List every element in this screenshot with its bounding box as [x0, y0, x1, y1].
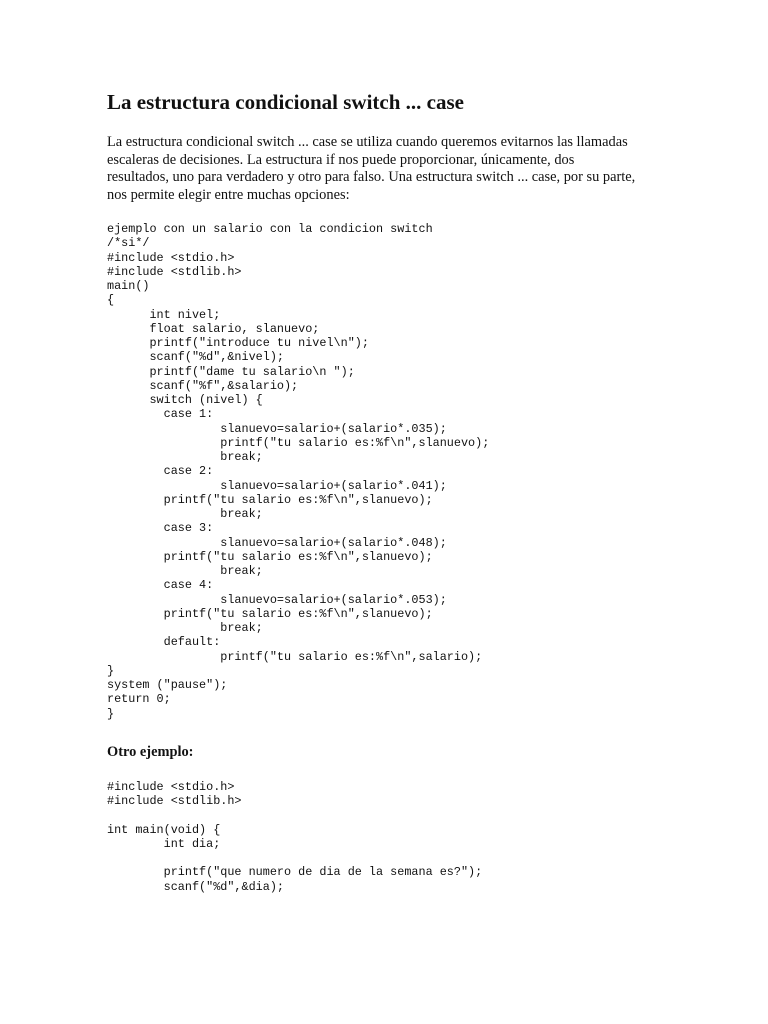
code-line: case 4:: [107, 578, 214, 593]
code-line: scanf("%d",&dia);: [107, 879, 284, 894]
document-page: [107, 88, 667, 894]
section-heading: Otro ejemplo:: [107, 743, 194, 760]
code-line: case 2:: [107, 464, 214, 479]
code-line: break;: [107, 507, 263, 521]
code-line: case 3:: [107, 521, 214, 536]
code-line: #include <stdio.h>: [107, 779, 235, 794]
code-line: slanuevo=salario+(salario*.048);: [107, 535, 447, 550]
code-line: switch (nivel) {: [107, 393, 263, 407]
intro-line: La estructura condicional switch ... case se utiliza cuando queremos evitarnos las llamadas: [107, 134, 628, 150]
intro-line: escaleras de decisiones. La estructura if nos puede proporcionar, únicamente, dos: [107, 151, 575, 168]
intro-paragraph: [107, 134, 667, 204]
code-line: /*si*/: [107, 236, 150, 251]
code-line: scanf("%f",&salario);: [107, 378, 299, 393]
code-line: #include <stdio.h>: [107, 250, 235, 265]
code-line: printf("que numero de dia de la semana es?");: [107, 865, 483, 880]
code-line: break;: [107, 564, 263, 578]
code-line: #include <stdlib.h>: [107, 794, 242, 808]
code-line: printf("tu salario es:%f\n",slanuevo);: [107, 606, 433, 621]
code-line: }: [107, 663, 115, 678]
intro-line: resultados, uno para verdadero y otro para falso. Una estructura switch ... case, por su parte,: [107, 169, 636, 185]
code-line: [107, 808, 667, 822]
code-line: system ("pause");: [107, 678, 228, 692]
code-line: }: [107, 706, 115, 721]
code-line: #include <stdlib.h>: [107, 264, 242, 279]
code-line: slanuevo=salario+(salario*.035);: [107, 421, 447, 436]
code-line: int dia;: [107, 836, 221, 851]
code-line: slanuevo=salario+(salario*.041);: [107, 478, 447, 493]
code-line: ejemplo con un salario con la condicion switch: [107, 222, 433, 236]
code-line: slanuevo=salario+(salario*.053);: [107, 592, 447, 607]
code-line: printf("tu salario es:%f\n",salario);: [107, 649, 483, 664]
code-line: printf("tu salario es:%f\n",slanuevo);: [107, 435, 490, 450]
code-line: float salario, slanuevo;: [107, 321, 320, 336]
code-line: printf("tu salario es:%f\n",slanuevo);: [107, 549, 433, 564]
code-line: [107, 851, 667, 865]
code-line: printf("dame tu salario\n ");: [107, 364, 355, 379]
code-line: {: [107, 293, 115, 308]
code-line: main(): [107, 279, 150, 293]
code-line: case 1:: [107, 407, 214, 422]
code-line: int nivel;: [107, 307, 221, 322]
code-line: printf("tu salario es:%f\n",slanuevo);: [107, 492, 433, 507]
code-block-dia-semana: [107, 780, 667, 894]
code-line: return 0;: [107, 692, 171, 707]
code-line: break;: [107, 621, 263, 635]
code-line: scanf("%d",&nivel);: [107, 350, 284, 365]
code-line: printf("introduce tu nivel\n");: [107, 336, 369, 350]
page-title: La estructura condicional switch ... case: [107, 90, 464, 114]
intro-line: nos permite elegir entre muchas opciones:: [107, 186, 350, 203]
code-line: default:: [107, 635, 221, 650]
code-line: int main(void) {: [107, 822, 221, 837]
code-block-switch-salario: [107, 222, 667, 721]
code-line: break;: [107, 450, 263, 464]
